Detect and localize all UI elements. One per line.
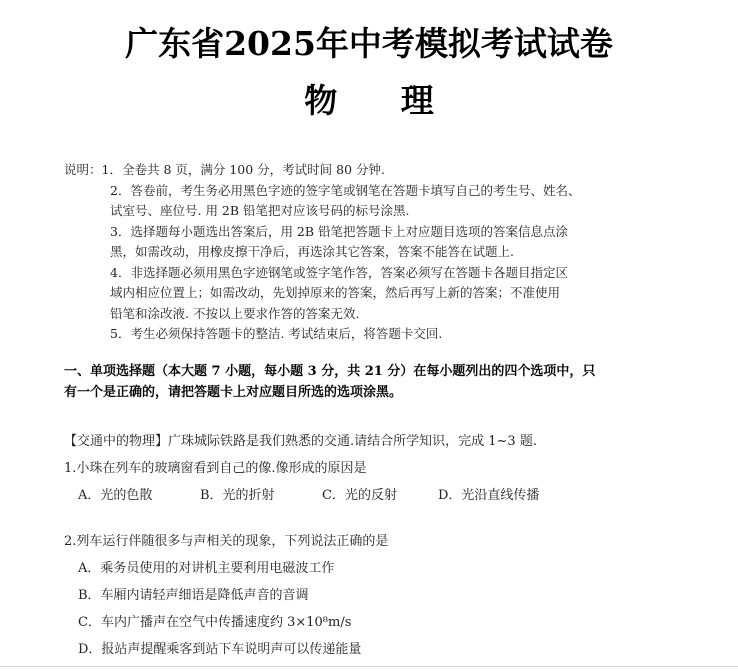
instruction-line: 域内相应位置上；如需改动，先划掉原来的答案，然后再写上新的答案；不准使用 xyxy=(110,285,561,300)
instruction-line: 铅笔和涂改液. 不按以上要求作答的答案无效. xyxy=(110,305,360,321)
exam-subject: 物 理 xyxy=(304,81,460,120)
section-heading-line: 有一个是正确的，请把答题卡上对应题目所选的选项涂黑。 xyxy=(64,385,403,400)
instruction-line: 黑，如需改动，用橡皮擦干净后，再选涂其它答案，答案不能答在试题上. xyxy=(110,244,514,259)
question-2-option-d: D．报站声提醒乘客到站下车说明声可以传递能量 xyxy=(78,642,362,657)
exam-title: 广东省2025年中考模拟考试试卷 xyxy=(125,24,613,63)
question-1-option-d: D．光沿直线传播 xyxy=(438,488,540,503)
instruction-line: 4．非选择题必须用黑色字迹钢笔或签字笔作答，答案必须写在答题卡各题目指定区 xyxy=(110,264,568,280)
instruction-line: 说明：1．全卷共 8 页，满分 100 分，考试时间 80 分钟. xyxy=(64,162,386,177)
page-bottom-divider xyxy=(0,666,738,667)
question-1-option-b: B．光的折射 xyxy=(200,488,275,503)
question-2-stem: 2.列车运行伴随很多与声相关的现象，下列说法正确的是 xyxy=(64,534,389,549)
question-2-option-b: B．车厢内请轻声细语是降低声音的音调 xyxy=(78,588,309,603)
question-2-option-a: A．乘务员使用的对讲机主要利用电磁波工作 xyxy=(78,561,335,576)
question-1-option-c: C．光的反射 xyxy=(322,488,397,503)
instruction-line: 5．考生必须保持答题卡的整洁. 考试结束后，将答题卡交回. xyxy=(110,326,443,341)
instructions xyxy=(64,160,624,345)
section-heading xyxy=(64,361,629,403)
question-1-stem: 1.小珠在列车的玻璃窗看到自己的像.像形成的原因是 xyxy=(64,461,367,476)
section-heading-line: 一、单项选择题（本大题 7 小题，每小题 3 分，共 21 分）在每小题列出的四个选项中，只 xyxy=(64,364,596,379)
question-2-option-c: C．车内广播声在空气中传播速度约 3×10⁸m/s xyxy=(78,615,352,630)
instruction-line: 2．答卷前，考生务必用黑色字迹的签字笔或钢笔在答题卡填写自己的考生号、姓名、 xyxy=(110,182,581,198)
question-1-option-a: A．光的色散 xyxy=(78,488,153,503)
instructions-label: 说明： xyxy=(64,162,102,177)
topic-intro: 【交通中的物理】广珠城际铁路是我们熟悉的交通.请结合所学知识，完成 1~3 题. xyxy=(64,434,537,449)
instruction-line: 3．选择题每小题选出答案后，用 2B 铅笔把答题卡上对应题目选项的答案信息点涂 xyxy=(110,223,569,239)
instruction-line: 试室号、座位号. 用 2B 铅笔把对应该号码的标号涂黑. xyxy=(110,203,410,218)
